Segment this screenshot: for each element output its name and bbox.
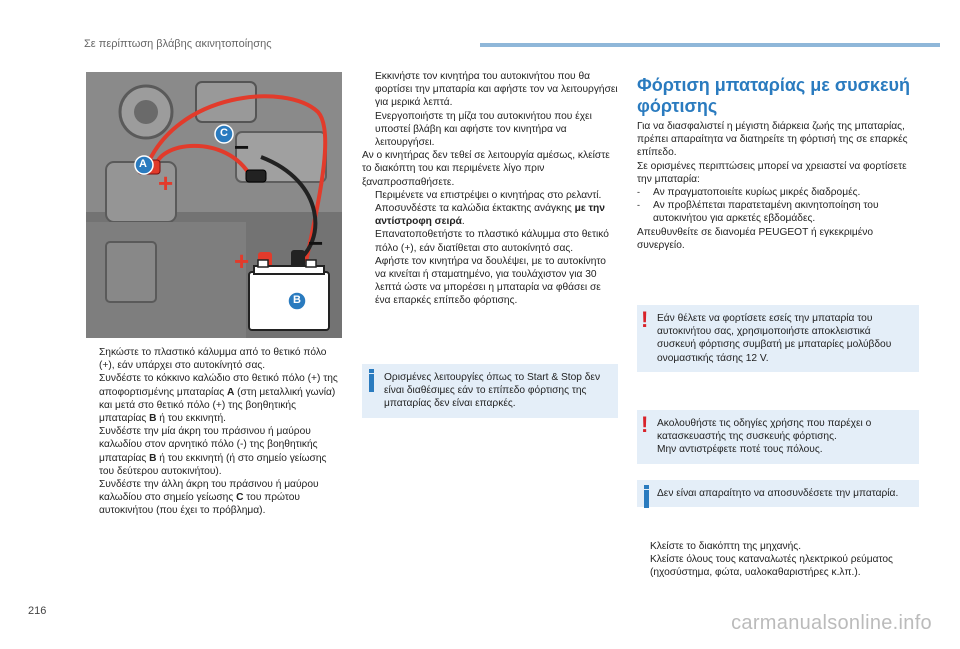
plus-sign-battery: + bbox=[234, 246, 250, 276]
info-icon bbox=[644, 485, 649, 489]
section-title: Φόρτιση μπαταρίας με συσκευή φόρτισης bbox=[637, 75, 910, 116]
list-item: Συνδέστε το κόκκινο καλώδιο στο θετικό πόλο (+) της αποφορτισμένης μπαταρίας A (στη μεταλλική γωνία) και μετά στο θετικό πόλο (+) της βοηθητικής μπαταρίας B ή του εκκινητή. bbox=[99, 373, 338, 425]
watermark: carmanualsonline.info bbox=[731, 612, 932, 634]
middle-steps bbox=[362, 70, 618, 308]
list-item: Αφήστε τον κινητήρα να δουλέψει, με το αυτοκίνητο να κινείται ή σταματημένο, για τουλάχιστον για 30 λεπτά ώστε να μπορέσει η μπαταρία να φθάσει σε ένα επαρκές επίπεδο φόρτισης. bbox=[375, 255, 606, 307]
header-bar bbox=[480, 43, 940, 47]
list-item: Αποσυνδέστε τα καλώδια έκτακτης ανάγκης με την αντίστροφη σειρά. bbox=[375, 203, 605, 228]
list-item: Σηκώστε το πλαστικό κάλυμμα από το θετικό πόλο (+), εάν υπάρχει στο αυτοκίνητό σας. bbox=[99, 347, 327, 372]
list-item: Εκκινήστε τον κινητήρα του αυτοκινήτου που θα φορτίσει την μπαταρία και αφήστε τον να λειτουργήσει για μερικά λεπτά. bbox=[375, 71, 618, 109]
label-c: C bbox=[220, 127, 228, 139]
list-item: - Αν προβλέπεται παρατεταμένη ακινητοποίηση του αυτοκινήτου για αρκετές εβδομάδες. bbox=[637, 200, 879, 225]
info-note-disconnect: Δεν είναι απαραίτητο να αποσυνδέσετε την μπαταρία. bbox=[637, 480, 919, 507]
right-intro: Για να διασφαλιστεί η μέγιστη διάρκεια ζωής της μπαταρίας, πρέπει απαραίτητα να διατηρείτε τη φόρτισή της σε επαρκές επίπεδο. Σε ορισμένες περιπτώσεις μπορεί να χρειαστεί να φορτίσετε την μπαταρία: - Αν πραγματοποιείτε κυρίως μικρές διαδρομές. - Αν προβλέπεται παρατεταμένη ακινητοποίηση του αυτοκινήτου για αρκετές εβδομάδες. Απευθυνθείτε σε διανομέα PEUGEOT ή εγκεκριμένο συνεργείο. bbox=[637, 120, 919, 252]
list-item: Περιμένετε να επιστρέψει ο κινητήρας στο ρελαντί. bbox=[375, 189, 602, 201]
minus-sign-battery: − bbox=[308, 228, 324, 258]
list-item: Επανατοποθετήστε το πλαστικό κάλυμμα στο θετικό πόλο (+), εάν διατίθεται στο αυτοκίνητό σας. bbox=[375, 229, 609, 254]
minus-sign-engine: − bbox=[234, 132, 250, 162]
list-item: Συνδέστε την άλλη άκρη του πράσινου ή μαύρου καλωδίου στο σημείο γείωσης C του πρώτου αυτοκινήτου (που έχει το πρόβλημα). bbox=[99, 479, 319, 517]
list-item: Ενεργοποιήστε τη μίζα του αυτοκινήτου που έχει υποστεί βλάβη και αφήστε τον κινητήρα να λειτουργήσει. bbox=[375, 110, 592, 149]
plus-sign-engine: + bbox=[158, 168, 174, 198]
warning-note-charger: ! Εάν θέλετε να φορτίσετε εσείς την μπαταρία του αυτοκινήτου σας, χρησιμοποιήστε αποκλειστικά συσκευή φόρτισης συμβατή με μπαταρίες μολύβδου ονομαστικής τάσης 12 V. bbox=[637, 305, 919, 372]
jump-start-illustration bbox=[86, 72, 342, 338]
engine-bay-svg bbox=[86, 72, 342, 338]
list-item: - Αν πραγματοποιείτε κυρίως μικρές διαδρομές. bbox=[637, 187, 861, 199]
info-note-start-stop: Ορισμένες λειτουργίες όπως το Start & Stop δεν είναι διαθέσιμες εάν το επίπεδο φόρτισης της μπαταρίας δεν είναι επαρκές. bbox=[362, 364, 618, 418]
warning-icon: ! bbox=[641, 307, 649, 332]
header-title: Σε περίπτωση βλάβης ακινητοποίησης bbox=[84, 38, 272, 50]
label-b: B bbox=[293, 294, 301, 306]
warning-note-instructions: ! Ακολουθήστε τις οδηγίες χρήσης που παρέχει ο κατασκευαστής της συσκευής φόρτισης. Μην αντιστρέφετε ποτέ τους πόλους. bbox=[637, 410, 919, 464]
info-icon bbox=[369, 369, 374, 373]
list-item: Κλείστε όλους τους καταναλωτές ηλεκτρικού ρεύματος (ηχοσύστημα, φώτα, υαλοκαθαριστήρες κ.λπ.). bbox=[650, 554, 893, 579]
page-number: 216 bbox=[28, 605, 47, 617]
warning-icon: ! bbox=[641, 412, 649, 437]
right-final-steps bbox=[637, 540, 919, 580]
left-steps bbox=[86, 346, 344, 518]
list-item: Συνδέστε την μία άκρη του πράσινου ή μαύρου καλωδίου στον αρνητικό πόλο (-) της βοηθητικής μπαταρίας B ή του εκκινητή (ή στο σημείο γείωσης του δεύτερου αυτοκινήτου). bbox=[99, 426, 327, 477]
label-a: A bbox=[139, 158, 147, 170]
retry-paragraph: Αν ο κινητήρας δεν τεθεί σε λειτουργία αμέσως, κλείστε το διακόπτη του και περιμένετε λίγο πριν ξαναπροσπαθήσετε. bbox=[362, 150, 610, 188]
list-item: Κλείστε το διακόπτη της μηχανής. bbox=[650, 541, 802, 552]
